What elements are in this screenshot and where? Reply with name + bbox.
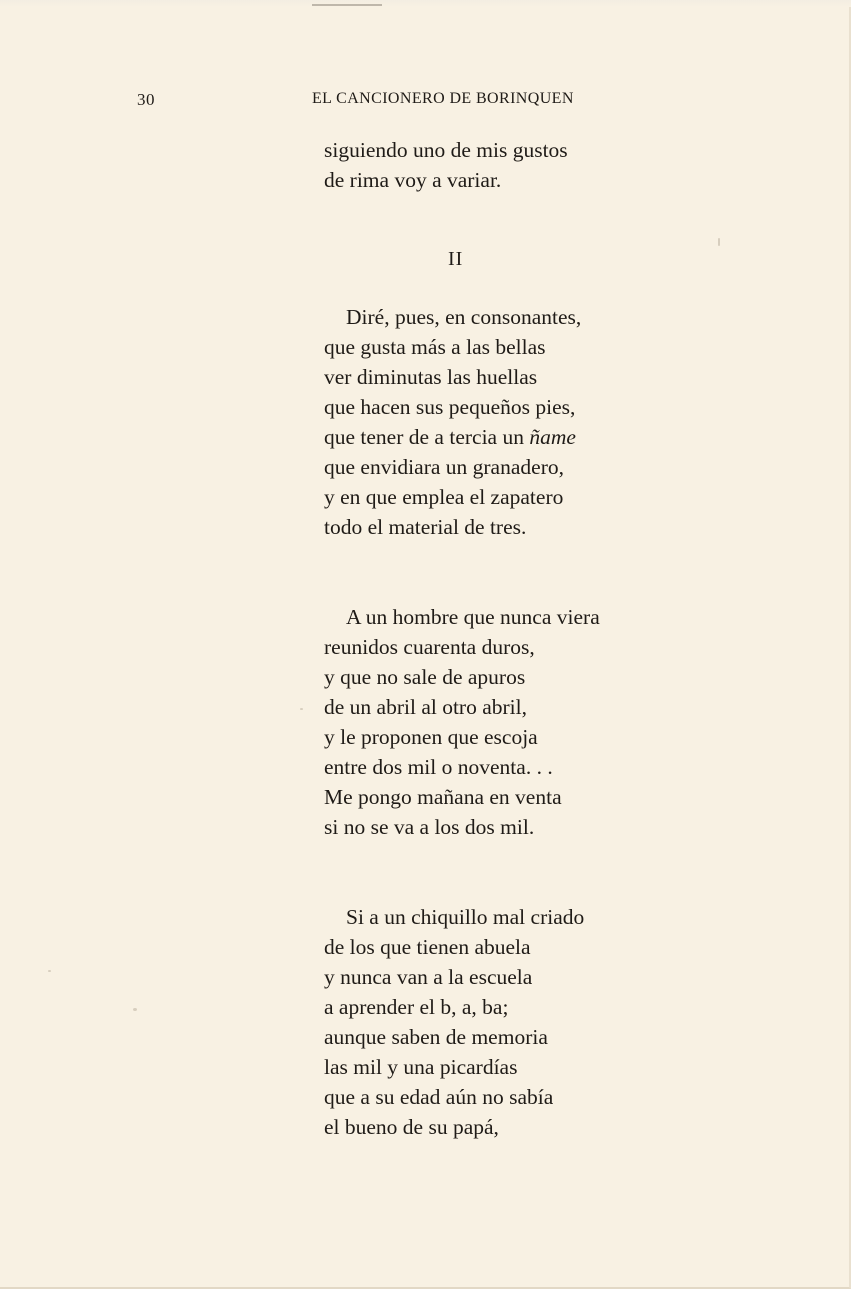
- page-edge-mark: [312, 4, 382, 6]
- page-number: 30: [137, 90, 155, 109]
- verse-line: a aprender el b, a, ba;: [324, 995, 509, 1019]
- verse-line: si no se va a los dos mil.: [324, 815, 535, 839]
- paper-speck: [48, 970, 51, 972]
- verse-line-text: que tener de a tercia un: [324, 425, 530, 449]
- paper-speck: [133, 1008, 137, 1011]
- verse-line: entre dos mil o noventa. . .: [324, 755, 553, 779]
- verse-line: de rima voy a variar.: [324, 168, 502, 192]
- verse-line: y le proponen que escoja: [324, 725, 538, 749]
- verse-line: aunque saben de memoria: [324, 1025, 548, 1049]
- stanza: [324, 602, 600, 842]
- verse-line: Me pongo mañana en venta: [324, 785, 562, 809]
- stanza: [324, 902, 584, 1142]
- verse-line: que a su edad aún no sabía: [324, 1085, 554, 1109]
- verse-line: Si a un chiquillo mal criado: [346, 905, 585, 929]
- verse-line: el bueno de su papá,: [324, 1115, 499, 1139]
- verse-line: las mil y una picardías: [324, 1055, 518, 1079]
- verse-line: y en que emplea el zapatero: [324, 485, 564, 509]
- paper-speck: [718, 238, 720, 246]
- verse-line: Diré, pues, en consonantes,: [346, 305, 582, 329]
- verse-line: siguiendo uno de mis gustos: [324, 138, 568, 162]
- section-numeral: II: [448, 248, 464, 270]
- verse-line: y nunca van a la escuela: [324, 965, 533, 989]
- page-top-edge: [0, 0, 851, 7]
- paper-speck: [300, 708, 303, 710]
- verse-line: reunidos cuarenta duros,: [324, 635, 535, 659]
- verse-line: A un hombre que nunca viera: [346, 605, 600, 629]
- verse-line: de un abril al otro abril,: [324, 695, 527, 719]
- verse-line: que hacen sus pequeños pies,: [324, 395, 576, 419]
- running-title: EL CANCIONERO DE BORINQUEN: [312, 90, 574, 107]
- verse-line: que envidiara un granadero,: [324, 455, 564, 479]
- verse-line: [324, 422, 581, 452]
- verse-line: y que no sale de apuros: [324, 665, 526, 689]
- verse-line: ver diminutas las huellas: [324, 365, 538, 389]
- stanza-continuation: [324, 135, 568, 195]
- verse-line: de los que tienen abuela: [324, 935, 531, 959]
- stanza: [324, 302, 581, 542]
- verse-line: todo el material de tres.: [324, 515, 527, 539]
- verse-line: que gusta más a las bellas: [324, 335, 546, 359]
- italic-word: ñame: [529, 425, 576, 449]
